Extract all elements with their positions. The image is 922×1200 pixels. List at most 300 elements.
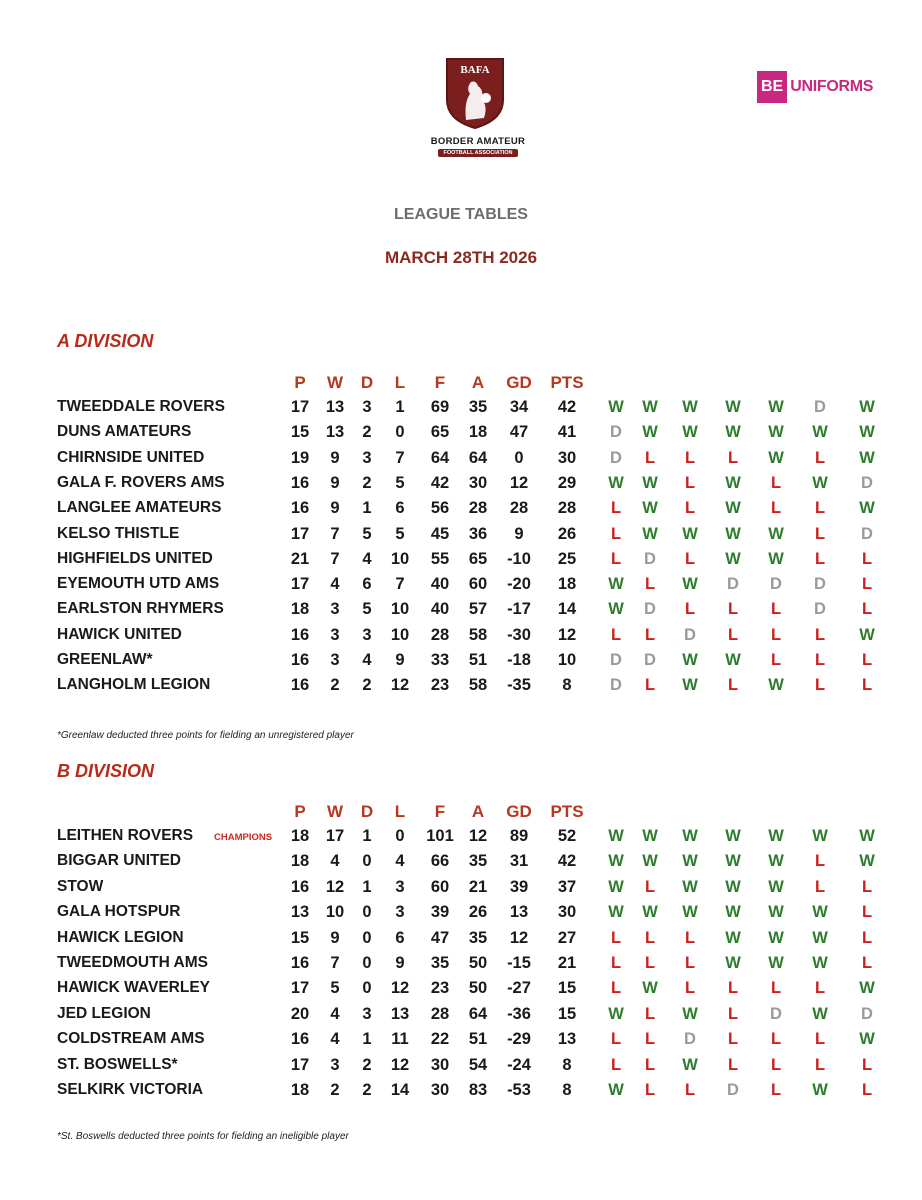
stat-a: 12	[468, 827, 488, 845]
stat-d: 2	[362, 1055, 372, 1074]
stat-pts: 25	[557, 549, 577, 568]
stat-f: 47	[430, 928, 450, 947]
footnote: *St. Boswells deducted three points for fielding an ineligible player	[57, 1131, 349, 1142]
stat-gd: 89	[509, 827, 529, 845]
stat-f: 23	[430, 979, 450, 998]
form-result: W	[812, 827, 828, 845]
form-result: L	[814, 877, 826, 896]
stat-f: 30	[430, 1055, 450, 1074]
column-header: P	[294, 373, 306, 392]
stat-l: 10	[390, 549, 410, 568]
form-result: W	[725, 928, 741, 947]
form-result: W	[859, 1030, 875, 1049]
stat-l: 7	[395, 448, 405, 467]
team-name: HAWICK UNITED	[57, 625, 182, 643]
form-result: W	[682, 1055, 698, 1074]
column-header: PTS	[550, 802, 584, 821]
form-result: W	[768, 423, 784, 442]
stat-l: 6	[395, 499, 405, 518]
stat-d: 0	[362, 954, 372, 972]
form-result: L	[770, 600, 782, 619]
stat-l: 3	[395, 903, 405, 922]
stat-pts: 28	[557, 499, 577, 518]
form-result: L	[684, 979, 696, 998]
form-result: W	[768, 524, 784, 543]
stat-p: 18	[290, 827, 310, 845]
form-result: L	[861, 600, 873, 619]
form-result: L	[644, 575, 656, 594]
form-result: W	[682, 575, 698, 594]
stat-gd: 34	[509, 398, 529, 416]
stat-pts: 27	[557, 928, 577, 947]
stat-w: 4	[330, 575, 340, 594]
logo-initials: BAFA	[460, 64, 490, 76]
form-result: D	[814, 600, 826, 619]
team-name: GREENLAW*	[57, 651, 153, 668]
stat-a: 58	[468, 625, 488, 644]
form-result: W	[768, 928, 784, 947]
form-result: D	[684, 625, 696, 644]
form-result: L	[644, 625, 656, 644]
stat-pts: 18	[557, 575, 577, 594]
form-result: D	[814, 575, 826, 594]
stat-gd: -53	[507, 1081, 531, 1099]
stat-a: 35	[468, 852, 488, 871]
form-result: W	[682, 903, 698, 922]
form-result: D	[814, 398, 826, 416]
logo-line1: BORDER AMATEUR	[430, 136, 526, 147]
stat-p: 17	[290, 979, 310, 998]
stat-l: 0	[395, 423, 405, 442]
form-result: W	[642, 524, 658, 543]
team-name: JED LEGION	[57, 1004, 151, 1022]
stat-w: 13	[325, 398, 345, 416]
form-result: W	[859, 499, 875, 518]
stat-p: 18	[290, 852, 310, 871]
form-result: W	[725, 473, 741, 492]
stat-a: 64	[468, 448, 488, 467]
stat-p: 17	[290, 1055, 310, 1074]
stat-a: 35	[468, 928, 488, 947]
stat-l: 5	[395, 473, 405, 492]
stat-w: 9	[330, 499, 340, 518]
stat-f: 66	[430, 852, 450, 871]
stat-p: 13	[290, 903, 310, 922]
form-result: D	[610, 676, 622, 695]
form-result: L	[770, 473, 782, 492]
form-result: W	[608, 877, 624, 896]
stat-f: 42	[430, 473, 450, 492]
column-header: D	[360, 373, 374, 392]
stat-a: 35	[468, 398, 488, 416]
stat-f: 40	[430, 600, 450, 619]
form-result: L	[814, 499, 826, 518]
team-name: DUNS AMATEURS	[57, 423, 192, 441]
form-result: D	[610, 651, 622, 669]
form-result: L	[610, 928, 622, 947]
team-name: CHIRNSIDE UNITED	[57, 448, 205, 466]
form-result: W	[725, 549, 741, 568]
form-result: W	[725, 398, 741, 416]
form-result: L	[814, 625, 826, 644]
form-result: W	[682, 423, 698, 442]
stat-d: 6	[362, 575, 372, 594]
stat-d: 3	[362, 625, 372, 644]
team-name: ST. BOSWELLS*	[57, 1055, 178, 1073]
form-result: D	[861, 524, 873, 543]
stat-a: 28	[468, 499, 488, 518]
form-result: L	[770, 1055, 782, 1074]
form-result: L	[644, 877, 656, 896]
form-result: L	[644, 1055, 656, 1074]
form-result: L	[770, 651, 782, 669]
form-result: W	[608, 398, 624, 416]
form-result: L	[814, 651, 826, 669]
form-result: W	[859, 979, 875, 998]
stat-f: 55	[430, 549, 450, 568]
stat-f: 22	[430, 1030, 450, 1049]
stat-w: 2	[330, 676, 340, 695]
stat-w: 3	[330, 1055, 340, 1074]
stat-p: 19	[290, 448, 310, 467]
stat-d: 1	[362, 1030, 372, 1049]
stat-a: 65	[468, 549, 488, 568]
team-name: EARLSTON RHYMERS	[57, 600, 224, 618]
stat-d: 0	[362, 928, 372, 947]
column-header: W	[326, 802, 344, 821]
form-result: L	[814, 448, 826, 467]
stat-d: 5	[362, 600, 372, 619]
stat-l: 0	[395, 827, 405, 845]
form-result: L	[727, 1030, 739, 1049]
stat-l: 1	[395, 398, 405, 416]
stat-gd: 13	[509, 903, 529, 922]
form-result: W	[812, 954, 828, 972]
stat-pts: 42	[557, 852, 577, 871]
stat-f: 28	[430, 625, 450, 644]
stat-d: 1	[362, 499, 372, 518]
column-header: F	[434, 802, 446, 821]
form-result: D	[770, 575, 782, 594]
stat-w: 7	[330, 954, 340, 972]
form-result: W	[768, 877, 784, 896]
stat-p: 16	[290, 473, 310, 492]
form-result: L	[684, 1081, 696, 1099]
stat-gd: -27	[507, 979, 531, 998]
stat-gd: 0	[514, 448, 524, 467]
stat-pts: 15	[557, 1004, 577, 1023]
form-result: L	[814, 979, 826, 998]
stat-d: 2	[362, 676, 372, 695]
column-header: L	[394, 373, 406, 392]
form-result: W	[682, 877, 698, 896]
stat-a: 64	[468, 1004, 488, 1023]
form-result: L	[610, 954, 622, 972]
form-result: W	[768, 827, 784, 845]
form-result: L	[727, 1004, 739, 1023]
form-result: W	[682, 852, 698, 871]
form-result: W	[608, 903, 624, 922]
form-result: L	[610, 499, 622, 518]
form-result: L	[684, 549, 696, 568]
form-result: L	[644, 1030, 656, 1049]
stat-gd: -17	[507, 600, 531, 619]
stat-pts: 26	[557, 524, 577, 543]
form-result: W	[859, 448, 875, 467]
column-header: GD	[506, 802, 532, 821]
stat-p: 18	[290, 600, 310, 619]
stat-w: 13	[325, 423, 345, 442]
stat-gd: -35	[507, 676, 531, 695]
stat-d: 3	[362, 398, 372, 416]
team-name: STOW	[57, 877, 104, 895]
stat-w: 7	[330, 524, 340, 543]
form-result: W	[768, 398, 784, 416]
stat-f: 23	[430, 676, 450, 695]
team-name: LANGLEE AMATEURS	[57, 499, 222, 517]
stat-pts: 8	[562, 676, 572, 695]
division-title: A DIVISION	[57, 331, 154, 351]
stat-gd: -36	[507, 1004, 531, 1023]
form-result: L	[684, 600, 696, 619]
stat-f: 35	[430, 954, 450, 972]
stat-a: 60	[468, 575, 488, 594]
form-result: L	[644, 954, 656, 972]
stat-gd: 39	[509, 877, 529, 896]
form-result: L	[610, 524, 622, 543]
sponsor-logo	[757, 71, 873, 103]
form-result: L	[610, 979, 622, 998]
stat-w: 10	[325, 903, 345, 922]
stat-gd: -15	[507, 954, 531, 972]
form-result: D	[861, 1004, 873, 1023]
stat-gd: 12	[509, 473, 529, 492]
form-result: W	[725, 651, 741, 669]
stat-w: 12	[325, 877, 345, 896]
form-result: W	[725, 954, 741, 972]
team-name: TWEEDMOUTH AMS	[57, 954, 208, 971]
stat-w: 4	[330, 1004, 340, 1023]
form-result: L	[684, 954, 696, 972]
team-name: HAWICK WAVERLEY	[57, 979, 210, 997]
form-result: W	[642, 398, 658, 416]
stat-l: 4	[395, 852, 405, 871]
stat-gd: -20	[507, 575, 531, 594]
stat-f: 39	[430, 903, 450, 922]
form-result: L	[727, 625, 739, 644]
stat-a: 50	[468, 954, 488, 972]
stat-pts: 10	[557, 651, 577, 669]
stat-l: 13	[390, 1004, 410, 1023]
stat-w: 4	[330, 1030, 340, 1049]
form-result: W	[642, 473, 658, 492]
stat-d: 2	[362, 1081, 372, 1099]
form-result: L	[610, 625, 622, 644]
form-result: L	[770, 625, 782, 644]
form-result: L	[727, 979, 739, 998]
stat-gd: 9	[514, 524, 524, 543]
stat-f: 65	[430, 423, 450, 442]
stat-l: 9	[395, 954, 405, 972]
stat-pts: 52	[557, 827, 577, 845]
stat-pts: 8	[562, 1055, 572, 1074]
form-result: W	[859, 852, 875, 871]
stat-p: 17	[290, 524, 310, 543]
form-result: W	[725, 524, 741, 543]
stat-d: 0	[362, 979, 372, 998]
stat-p: 20	[290, 1004, 310, 1023]
form-result: D	[684, 1030, 696, 1049]
stat-f: 64	[430, 448, 450, 467]
form-result: L	[861, 928, 873, 947]
form-result: W	[642, 979, 658, 998]
form-result: W	[812, 928, 828, 947]
stat-l: 6	[395, 928, 405, 947]
stat-d: 0	[362, 852, 372, 871]
column-header: P	[294, 802, 306, 821]
form-result: W	[768, 954, 784, 972]
stat-pts: 13	[557, 1030, 577, 1049]
form-result: L	[861, 549, 873, 568]
form-result: W	[682, 398, 698, 416]
stat-f: 33	[430, 651, 450, 669]
stat-p: 16	[290, 877, 310, 896]
team-name: KELSO THISTLE	[57, 524, 180, 542]
form-result: L	[610, 1030, 622, 1049]
team-name: TWEEDDALE ROVERS	[57, 398, 225, 415]
stat-a: 30	[468, 473, 488, 492]
stat-l: 5	[395, 524, 405, 543]
column-header: A	[471, 373, 485, 392]
stat-d: 3	[362, 448, 372, 467]
form-result: W	[725, 827, 741, 845]
stat-pts: 30	[557, 903, 577, 922]
form-result: W	[859, 625, 875, 644]
form-result: L	[610, 1055, 622, 1074]
stat-f: 60	[430, 877, 450, 896]
stat-gd: -18	[507, 651, 531, 669]
form-result: W	[608, 852, 624, 871]
form-result: L	[861, 877, 873, 896]
form-result: L	[644, 448, 656, 467]
form-result: L	[770, 979, 782, 998]
form-result: L	[770, 1081, 782, 1099]
form-result: L	[861, 651, 873, 669]
form-result: W	[812, 423, 828, 442]
stat-a: 36	[468, 524, 488, 543]
division-title: B DIVISION	[57, 761, 155, 781]
stat-a: 58	[468, 676, 488, 695]
form-result: W	[608, 575, 624, 594]
stat-pts: 8	[562, 1081, 572, 1099]
form-result: L	[644, 1081, 656, 1099]
stat-f: 45	[430, 524, 450, 543]
form-result: L	[814, 524, 826, 543]
team-name: HAWICK LEGION	[57, 928, 184, 946]
stat-p: 17	[290, 575, 310, 594]
stat-f: 56	[430, 499, 450, 518]
form-result: W	[768, 852, 784, 871]
stat-p: 16	[290, 625, 310, 644]
stat-l: 11	[391, 1030, 409, 1049]
form-result: W	[725, 877, 741, 896]
stat-pts: 41	[557, 423, 577, 442]
shield-crest-icon	[444, 56, 506, 130]
stat-l: 10	[390, 625, 410, 644]
form-result: W	[642, 423, 658, 442]
stat-w: 3	[330, 651, 340, 669]
form-result: W	[682, 676, 698, 695]
stat-pts: 30	[557, 448, 577, 467]
column-header: D	[360, 802, 374, 821]
form-result: L	[644, 928, 656, 947]
team-name: GALA F. ROVERS AMS	[57, 473, 225, 491]
team-name: GALA HOTSPUR	[57, 903, 181, 921]
stat-w: 9	[330, 448, 340, 467]
form-result: D	[644, 549, 656, 568]
stat-a: 83	[468, 1081, 488, 1099]
stat-pts: 42	[557, 398, 577, 416]
bafa-logo	[430, 56, 530, 164]
form-result: W	[725, 423, 741, 442]
stat-p: 16	[290, 651, 310, 669]
form-result: L	[814, 1030, 826, 1049]
form-result: D	[610, 448, 622, 467]
logo-line2: FOOTBALL ASSOCIATION	[438, 149, 518, 157]
form-result: W	[768, 903, 784, 922]
stat-p: 15	[290, 423, 310, 442]
form-result: W	[768, 676, 784, 695]
stat-d: 2	[362, 473, 372, 492]
stat-a: 18	[468, 423, 488, 442]
form-result: W	[608, 827, 624, 845]
column-header: W	[326, 373, 344, 392]
column-header: PTS	[550, 373, 584, 392]
form-result: W	[642, 827, 658, 845]
stat-w: 17	[325, 827, 345, 845]
stat-pts: 21	[557, 954, 577, 972]
sponsor-box: BE	[757, 71, 787, 103]
form-result: L	[861, 1081, 873, 1099]
form-result: L	[727, 1055, 739, 1074]
form-result: L	[644, 1004, 656, 1023]
form-result: L	[770, 499, 782, 518]
form-result: L	[814, 549, 826, 568]
team-name: LANGHOLM LEGION	[57, 676, 211, 694]
form-result: W	[725, 903, 741, 922]
stat-w: 4	[330, 852, 340, 871]
column-header: GD	[506, 373, 532, 392]
stat-a: 50	[468, 979, 488, 998]
form-result: W	[812, 1081, 828, 1099]
form-result: L	[684, 448, 696, 467]
stat-w: 9	[330, 473, 340, 492]
stat-l: 12	[390, 676, 410, 695]
form-result: L	[727, 676, 739, 695]
form-result: W	[768, 448, 784, 467]
form-result: W	[682, 827, 698, 845]
stat-p: 15	[290, 928, 310, 947]
footnote: *Greenlaw deducted three points for fielding an unregistered player	[57, 730, 354, 741]
stat-d: 4	[362, 549, 372, 568]
stat-w: 9	[330, 928, 340, 947]
stat-f: 30	[430, 1081, 450, 1099]
stat-p: 17	[290, 398, 310, 416]
stat-l: 14	[390, 1081, 410, 1099]
form-result: L	[770, 1030, 782, 1049]
page-title: LEAGUE TABLES	[394, 206, 528, 223]
form-result: D	[861, 473, 873, 492]
